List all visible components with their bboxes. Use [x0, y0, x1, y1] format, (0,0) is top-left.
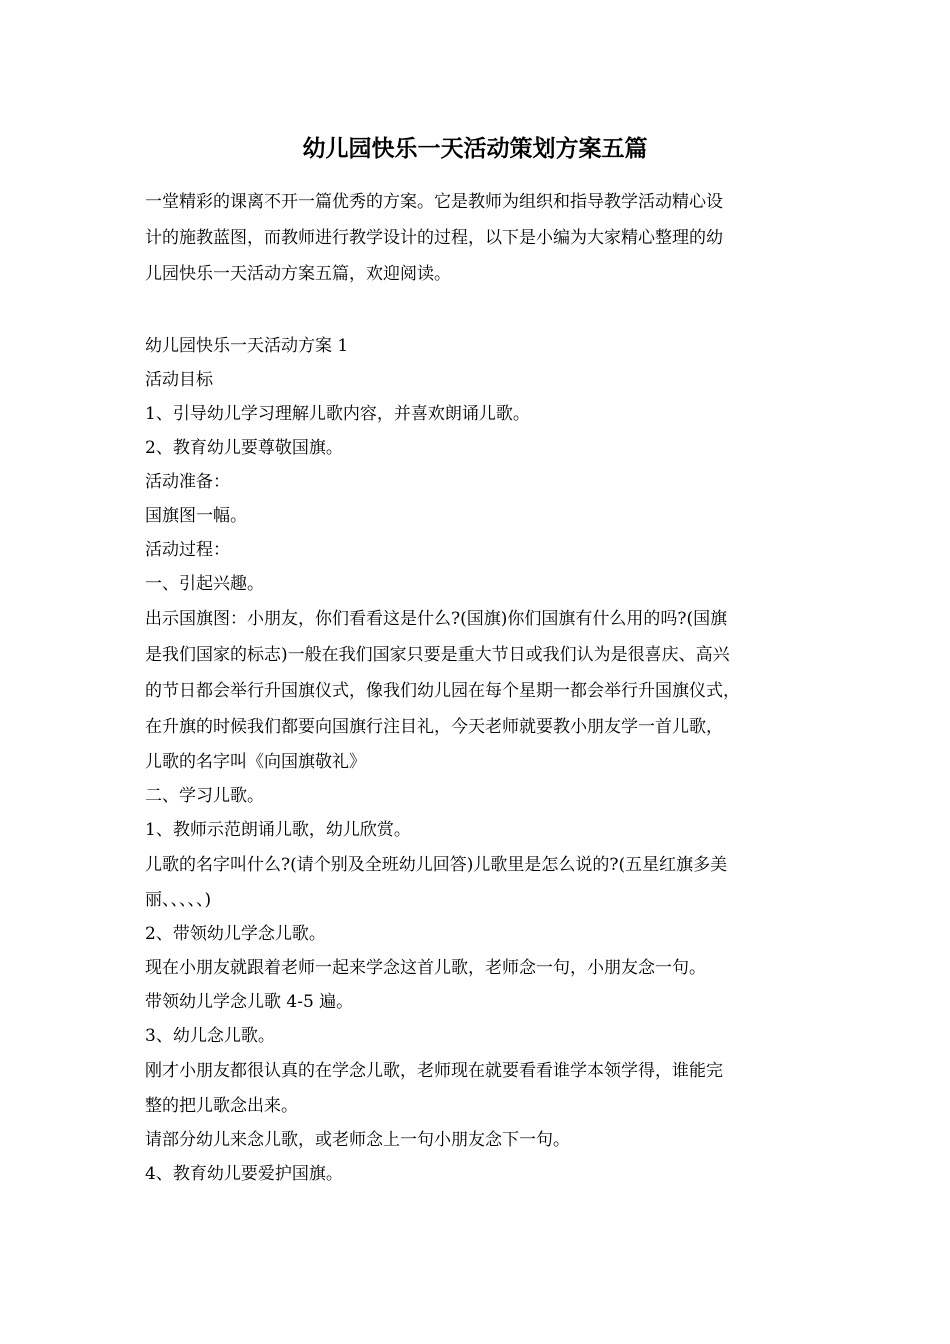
text-line: 儿歌的名字叫《向国旗敬礼》 [145, 752, 366, 772]
text-line: 活动过程： [145, 540, 230, 560]
text-line: 在升旗的时候我们都要向国旗行注目礼，今天老师就要教小朋友学一首儿歌， [145, 717, 723, 737]
intro-line: 计的施教蓝图，而教师进行教学设计的过程，以下是小编为大家精心整理的幼 [145, 228, 723, 248]
text-line: 丽、、、、、) [145, 890, 212, 910]
text-line: 3、幼儿念儿歌。 [145, 1026, 275, 1046]
text-line: 4、教育幼儿要爱护国旗。 [145, 1164, 343, 1184]
document-title: 幼儿园快乐一天活动策划方案五篇 [302, 135, 648, 162]
section-heading: 幼儿园快乐一天活动方案 1 [145, 336, 349, 356]
text-line: 带领幼儿学念儿歌 4-5 遍。 [145, 992, 354, 1012]
intro-line: 儿园快乐一天活动方案五篇，欢迎阅读。 [145, 264, 451, 284]
text-line: 活动目标 [145, 370, 213, 390]
text-line: 现在小朋友就跟着老师一起来学念这首儿歌，老师念一句，小朋友念一句。 [145, 958, 706, 978]
text-line: 2、带领幼儿学念儿歌。 [145, 924, 326, 944]
intro-line: 一堂精彩的课离不开一篇优秀的方案。它是教师为组织和指导教学活动精心设 [145, 192, 723, 212]
text-line: 儿歌的名字叫什么?(请个别及全班幼儿回答)儿歌里是怎么说的?(五星红旗多美 [145, 855, 728, 875]
intro-paragraph [145, 184, 817, 292]
text-line: 刚才小朋友都很认真的在学念儿歌，老师现在就要看看谁学本领学得，谁能完 [145, 1061, 723, 1081]
text-line: 1、教师示范朗诵儿歌，幼儿欣赏。 [145, 820, 411, 840]
text-line: 是我们国家的标志)一般在我们国家只要是重大节日或我们认为是很喜庆、高兴 [145, 645, 730, 665]
text-line: 活动准备： [145, 472, 230, 492]
text-line: 一、引起兴趣。 [145, 574, 264, 594]
text-line: 的节日都会举行升国旗仪式，像我们幼儿园在每个星期一都会举行升国旗仪式， [145, 681, 740, 701]
text-line: 请部分幼儿来念儿歌，或老师念上一句小朋友念下一句。 [145, 1130, 570, 1150]
text-line: 二、学习儿歌。 [145, 786, 264, 806]
text-line: 出示国旗图：小朋友，你们看看这是什么?(国旗)你们国旗有什么用的吗?(国旗 [145, 609, 728, 629]
text-line: 1、引导幼儿学习理解儿歌内容，并喜欢朗诵儿歌。 [145, 404, 530, 424]
text-line: 国旗图一幅。 [145, 506, 247, 526]
text-line: 整的把儿歌念出来。 [145, 1096, 298, 1116]
text-line: 2、教育幼儿要尊敬国旗。 [145, 438, 343, 458]
document-body [145, 329, 825, 1191]
